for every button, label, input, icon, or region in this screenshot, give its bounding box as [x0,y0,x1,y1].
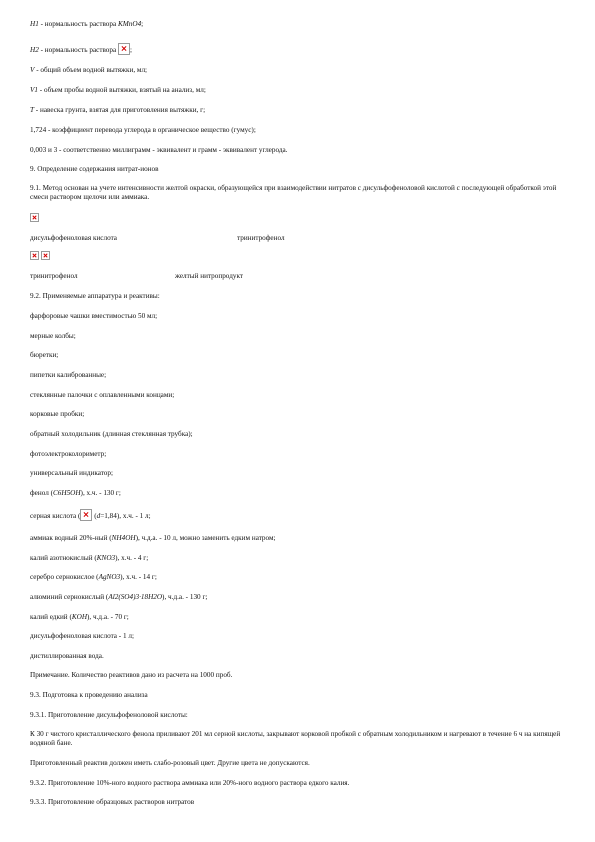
broken-image-icon [118,43,130,55]
reaction-label-d: желтый нитропродукт [175,272,243,280]
variable-d: d [96,512,101,520]
reagent-text: =1,84), х.ч. - 1 л; [100,512,151,520]
reagent-text: ), ч.д.а. - 130 г; [162,593,208,601]
variable-h1: H1 [30,20,39,28]
reagent-text: ), х.ч. - 14 г; [120,573,157,581]
variable-v1: V1 [30,86,38,94]
formula-al2so43: Al2(SO4)3·18H2O [108,593,163,601]
variable-h2: H2 [30,46,39,54]
paragraph-9-3-1: К 30 г чистого кристаллического фенола приливают 201 мл серной кислоты, закрывают корковой пробкой с обратным холодильником и нагревают в течение 6 ч на кипящей водяной бане. [30,730,561,747]
definition-text: - общий объем водной вытяжки, мл; [34,66,148,74]
reagent-text: аммиак водный 20%-ный ( [30,534,112,542]
reagent-potassium-nitrate [30,554,148,563]
paragraph-9-1: 9.1. Метод основан на учете интенсивности желтой окраски, образующейся при взаимодействии нитратов с дисульфофеноловой кислотой с последующей обработкой этой смеси раствором щелочи или аммиака. [30,184,557,201]
reaction-label-a: дисульфофеноловая кислота [30,234,117,242]
broken-image-icon [80,509,92,521]
formula-koh: KOH [71,613,88,621]
reagent-text: ), ч.д.а. - 70 г; [87,613,129,621]
reagent-text: ), х.ч. - 130 г; [80,489,121,497]
reaction-label-c: тринитрофенол [30,272,78,280]
variable-kmno4: KMnO4 [118,20,142,28]
equipment-item: пипетки калиброванные; [30,371,107,379]
definition-text: - нормальность раствора [38,46,118,54]
formula-kno3: KNO3 [96,554,116,562]
variable-v: V [30,66,35,74]
definition-h2 [30,43,132,55]
definition-v1 [30,86,206,95]
section-heading-9-3-2: 9.3.2. Приготовление 10%-ного водного раствора аммиака или 20%-ного водного раствора едкого калия. [30,779,350,787]
broken-image-icon [41,251,50,260]
section-heading-9-2: 9.2. Применяемые аппаратура и реактивы: [30,292,160,300]
section-heading-9-3: 9.3. Подготовка к проведению анализа [30,691,148,699]
equipment-item: универсальный индикатор; [30,469,113,477]
reagent-sulfuric-acid [30,509,151,521]
formula-c6h5oh: C6H5OH [52,489,81,497]
section-heading-9: 9. Определение содержания нитрат-ионов [30,165,159,173]
equipment-item: бюретки; [30,351,59,359]
reagent-text: серная кислота ( [30,512,81,520]
formula-agno3: AgNO3 [98,573,121,581]
reagent-ammonia [30,534,276,543]
reagent-text: фенол ( [30,489,53,497]
reagent-text: ), х.ч. - 4 г; [115,554,149,562]
definition-v [30,66,147,75]
formula-nh4oh: NH4OH [111,534,136,542]
reagent-distilled-water: дистиллированная вода. [30,652,104,660]
note-line: Примечание. Количество реактивов дано из расчета на 1000 проб. [30,671,233,679]
reagent-text: ( [92,512,97,520]
definition-text: - навеска грунта, взятая для приготовления вытяжки, г; [34,106,206,114]
punctuation: ; [130,46,132,54]
equipment-item: стеклянные палочки с оплавленными концами; [30,391,175,399]
paragraph-color-note: Приготовленный реактив должен иметь слабо-розовый цвет. Другие цвета не допускаются. [30,759,310,767]
equipment-item: фотоэлектроколориметр; [30,450,107,458]
reagent-text: калий едкий ( [30,613,72,621]
equipment-item: обратный холодильник (длинная стеклянная трубка); [30,430,193,438]
reagent-potassium-hydroxide [30,613,129,622]
equipment-item: корковые пробки; [30,410,85,418]
reagent-text: калий азотнокислый ( [30,554,97,562]
section-heading-9-3-1: 9.3.1. Приготовление дисульфофеноловой кислоты: [30,711,188,719]
coefficient-line: 1,724 - коэффициент перевода углерода в органическое вещество (гумус); [30,126,256,134]
variable-t: T [30,106,34,114]
reagent-text: алюминий сернокислый ( [30,593,109,601]
definition-text: - объем пробы водной вытяжки, взятый на анализ, мл; [37,86,206,94]
formula-image-2 [30,251,52,260]
equivalent-line: 0,003 и 3 - соответственно миллиграмм - эквивалент и грамм - эквивалент углерода. [30,146,288,154]
reagent-disulfophenol-acid: дисульфофеноловая кислота - 1 л; [30,632,134,640]
section-heading-9-3-3: 9.3.3. Приготовление образцовых растворов нитратов [30,798,195,806]
formula-image-1 [30,213,41,222]
definition-text: - нормальность раствора [38,20,118,28]
punctuation: ; [141,20,144,28]
equipment-item: мерные колбы; [30,332,76,340]
definition-t [30,106,205,115]
broken-image-icon [30,251,39,260]
reagent-text: серебро сернокислое ( [30,573,99,581]
reagent-silver-sulfate [30,573,157,582]
reagent-phenol [30,489,121,498]
equipment-item: фарфоровые чашки вместимостью 50 мл; [30,312,158,320]
broken-image-icon [30,213,39,222]
reaction-label-b: тринитрофенол [237,234,285,242]
reagent-text: ), ч.д.а. - 10 л, можно заменить едким натром; [135,534,276,542]
reagent-aluminium-sulfate [30,593,207,602]
definition-h1 [30,20,143,29]
